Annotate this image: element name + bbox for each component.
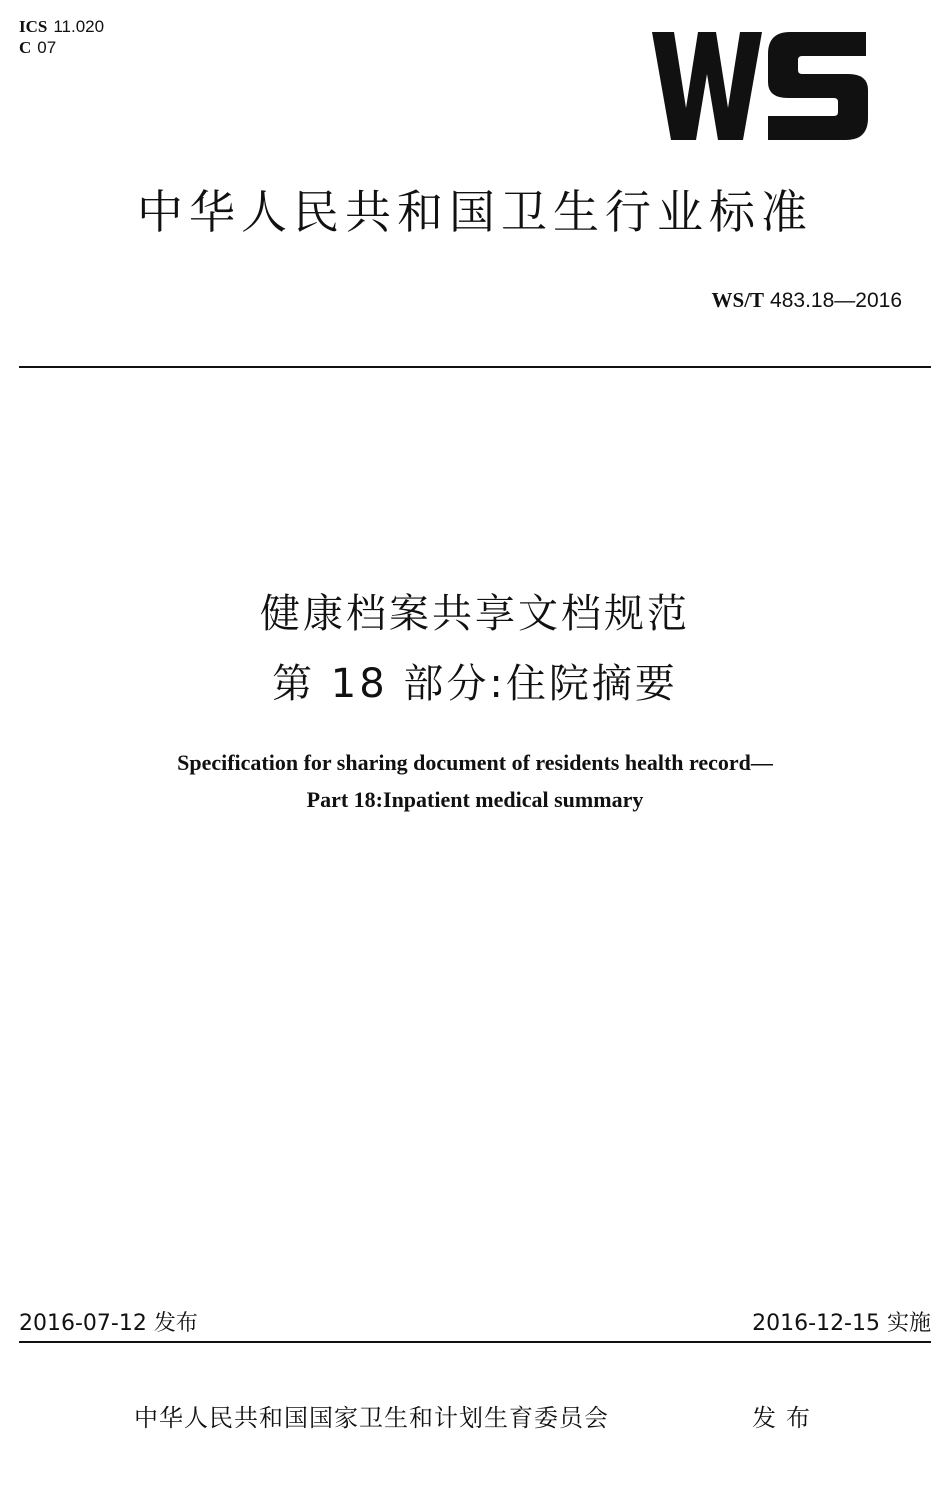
ics-classification xyxy=(19,16,104,58)
publish-label: 发布 xyxy=(752,1404,820,1432)
standard-code-prefix: WS/T xyxy=(711,288,765,312)
english-title-line1: Specification for sharing document of residents health record— xyxy=(177,750,773,775)
class-line xyxy=(19,37,104,58)
ws-logo xyxy=(650,26,870,146)
ics-code: 11.020 xyxy=(53,17,105,36)
ws-logo-s xyxy=(768,32,868,140)
ws-logo-w xyxy=(652,32,762,140)
standard-code xyxy=(712,288,902,313)
standard-category-title: 中华人民共和国卫生行业标准 xyxy=(137,185,813,239)
top-divider xyxy=(19,366,931,368)
bottom-divider xyxy=(19,1341,931,1343)
english-title-line2: Part 18:Inpatient medical summary xyxy=(306,787,644,812)
class-label: C xyxy=(19,38,32,57)
class-code: 07 xyxy=(37,38,57,57)
standard-code-number: 483.18—2016 xyxy=(770,289,902,312)
document-title-line2: 第 18 部分:住院摘要 xyxy=(272,661,678,707)
publisher-name: 中华人民共和国国家卫生和计划生育委员会 xyxy=(134,1404,609,1432)
document-title-line1: 健康档案共享文档规范 xyxy=(260,591,690,637)
issue-date: 2016-07-12 发布 xyxy=(19,1311,198,1336)
effective-date: 2016-12-15 实施 xyxy=(752,1311,931,1336)
ics-label: ICS xyxy=(19,17,48,36)
ics-line xyxy=(19,16,104,37)
